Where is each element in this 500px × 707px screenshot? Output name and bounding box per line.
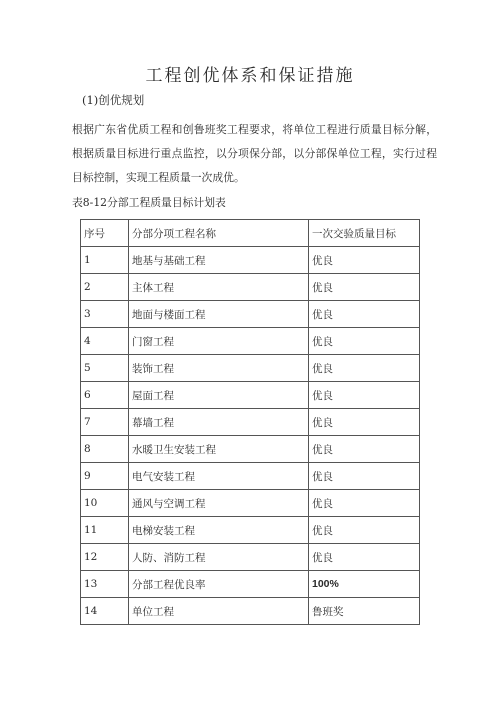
- table-row: [81, 598, 420, 625]
- header-cell-target: 一次交验质量目标: [309, 220, 420, 247]
- table-row: [81, 517, 420, 544]
- row-number: 7: [81, 409, 129, 436]
- row-name: 电气安装工程: [129, 463, 309, 490]
- row-name: 通风与空调工程: [129, 490, 309, 517]
- row-target: 优良: [309, 274, 420, 301]
- row-name: 装饰工程: [129, 355, 309, 382]
- row-target: 优良: [309, 301, 420, 328]
- row-name: 幕墙工程: [129, 409, 309, 436]
- table-row: [81, 301, 420, 328]
- row-number: 13: [81, 571, 129, 598]
- table-row: [81, 463, 420, 490]
- row-target: 优良: [309, 517, 420, 544]
- row-number: 8: [81, 436, 129, 463]
- table-row: [81, 409, 420, 436]
- table-row: [81, 544, 420, 571]
- row-number: 4: [81, 328, 129, 355]
- row-target: 优良: [309, 355, 420, 382]
- row-name: 地基与基础工程: [129, 247, 309, 274]
- table-row: [81, 247, 420, 274]
- row-number: 10: [81, 490, 129, 517]
- table-row: [81, 355, 420, 382]
- row-target: 优良: [309, 328, 420, 355]
- row-number: 5: [81, 355, 129, 382]
- table-caption: 表8-12分部工程质量目标计划表: [72, 196, 226, 209]
- row-target: 优良: [309, 463, 420, 490]
- row-number: 1: [81, 247, 129, 274]
- row-name: 地面与楼面工程: [129, 301, 309, 328]
- table-header-row: [81, 220, 420, 247]
- row-target: 优良: [309, 247, 420, 274]
- table-row: [81, 490, 420, 517]
- row-name: 主体工程: [129, 274, 309, 301]
- row-number: 12: [81, 544, 129, 571]
- row-number: 6: [81, 382, 129, 409]
- row-target: 优良: [309, 436, 420, 463]
- row-name: 水暖卫生安装工程: [129, 436, 309, 463]
- section-heading: (1)创优规划: [82, 93, 145, 107]
- row-number: 3: [81, 301, 129, 328]
- table-row: [81, 571, 420, 598]
- header-cell-number: 序号: [81, 220, 129, 247]
- table-row: [81, 382, 420, 409]
- table-row: [81, 274, 420, 301]
- row-number: 2: [81, 274, 129, 301]
- row-target: 优良: [309, 409, 420, 436]
- row-target: 优良: [309, 382, 420, 409]
- row-name: 分部工程优良率: [129, 571, 309, 598]
- page-title: 工程创优体系和保证措施: [145, 66, 355, 86]
- row-name: 门窗工程: [129, 328, 309, 355]
- row-target: 100%: [309, 571, 420, 598]
- row-name: 单位工程: [129, 598, 309, 625]
- table-row: [81, 328, 420, 355]
- row-number: 11: [81, 517, 129, 544]
- row-name: 屋面工程: [129, 382, 309, 409]
- row-number: 9: [81, 463, 129, 490]
- row-target: 鲁班奖: [309, 598, 420, 625]
- row-name: 人防、消防工程: [129, 544, 309, 571]
- row-target: 优良: [309, 490, 420, 517]
- row-target: 优良: [309, 544, 420, 571]
- quality-target-table: [80, 219, 420, 625]
- body-paragraph: 根据广东省优质工程和创鲁班奖工程要求，将单位工程进行质量目标分解，根据质量目标进行重点监控，以分项保分部，以分部保单位工程，实行过程目标控制，实现工程质量一次成优。: [72, 123, 437, 184]
- row-name: 电梯安装工程: [129, 517, 309, 544]
- header-cell-name: 分部分项工程名称: [129, 220, 309, 247]
- row-number: 14: [81, 598, 129, 625]
- table-row: [81, 436, 420, 463]
